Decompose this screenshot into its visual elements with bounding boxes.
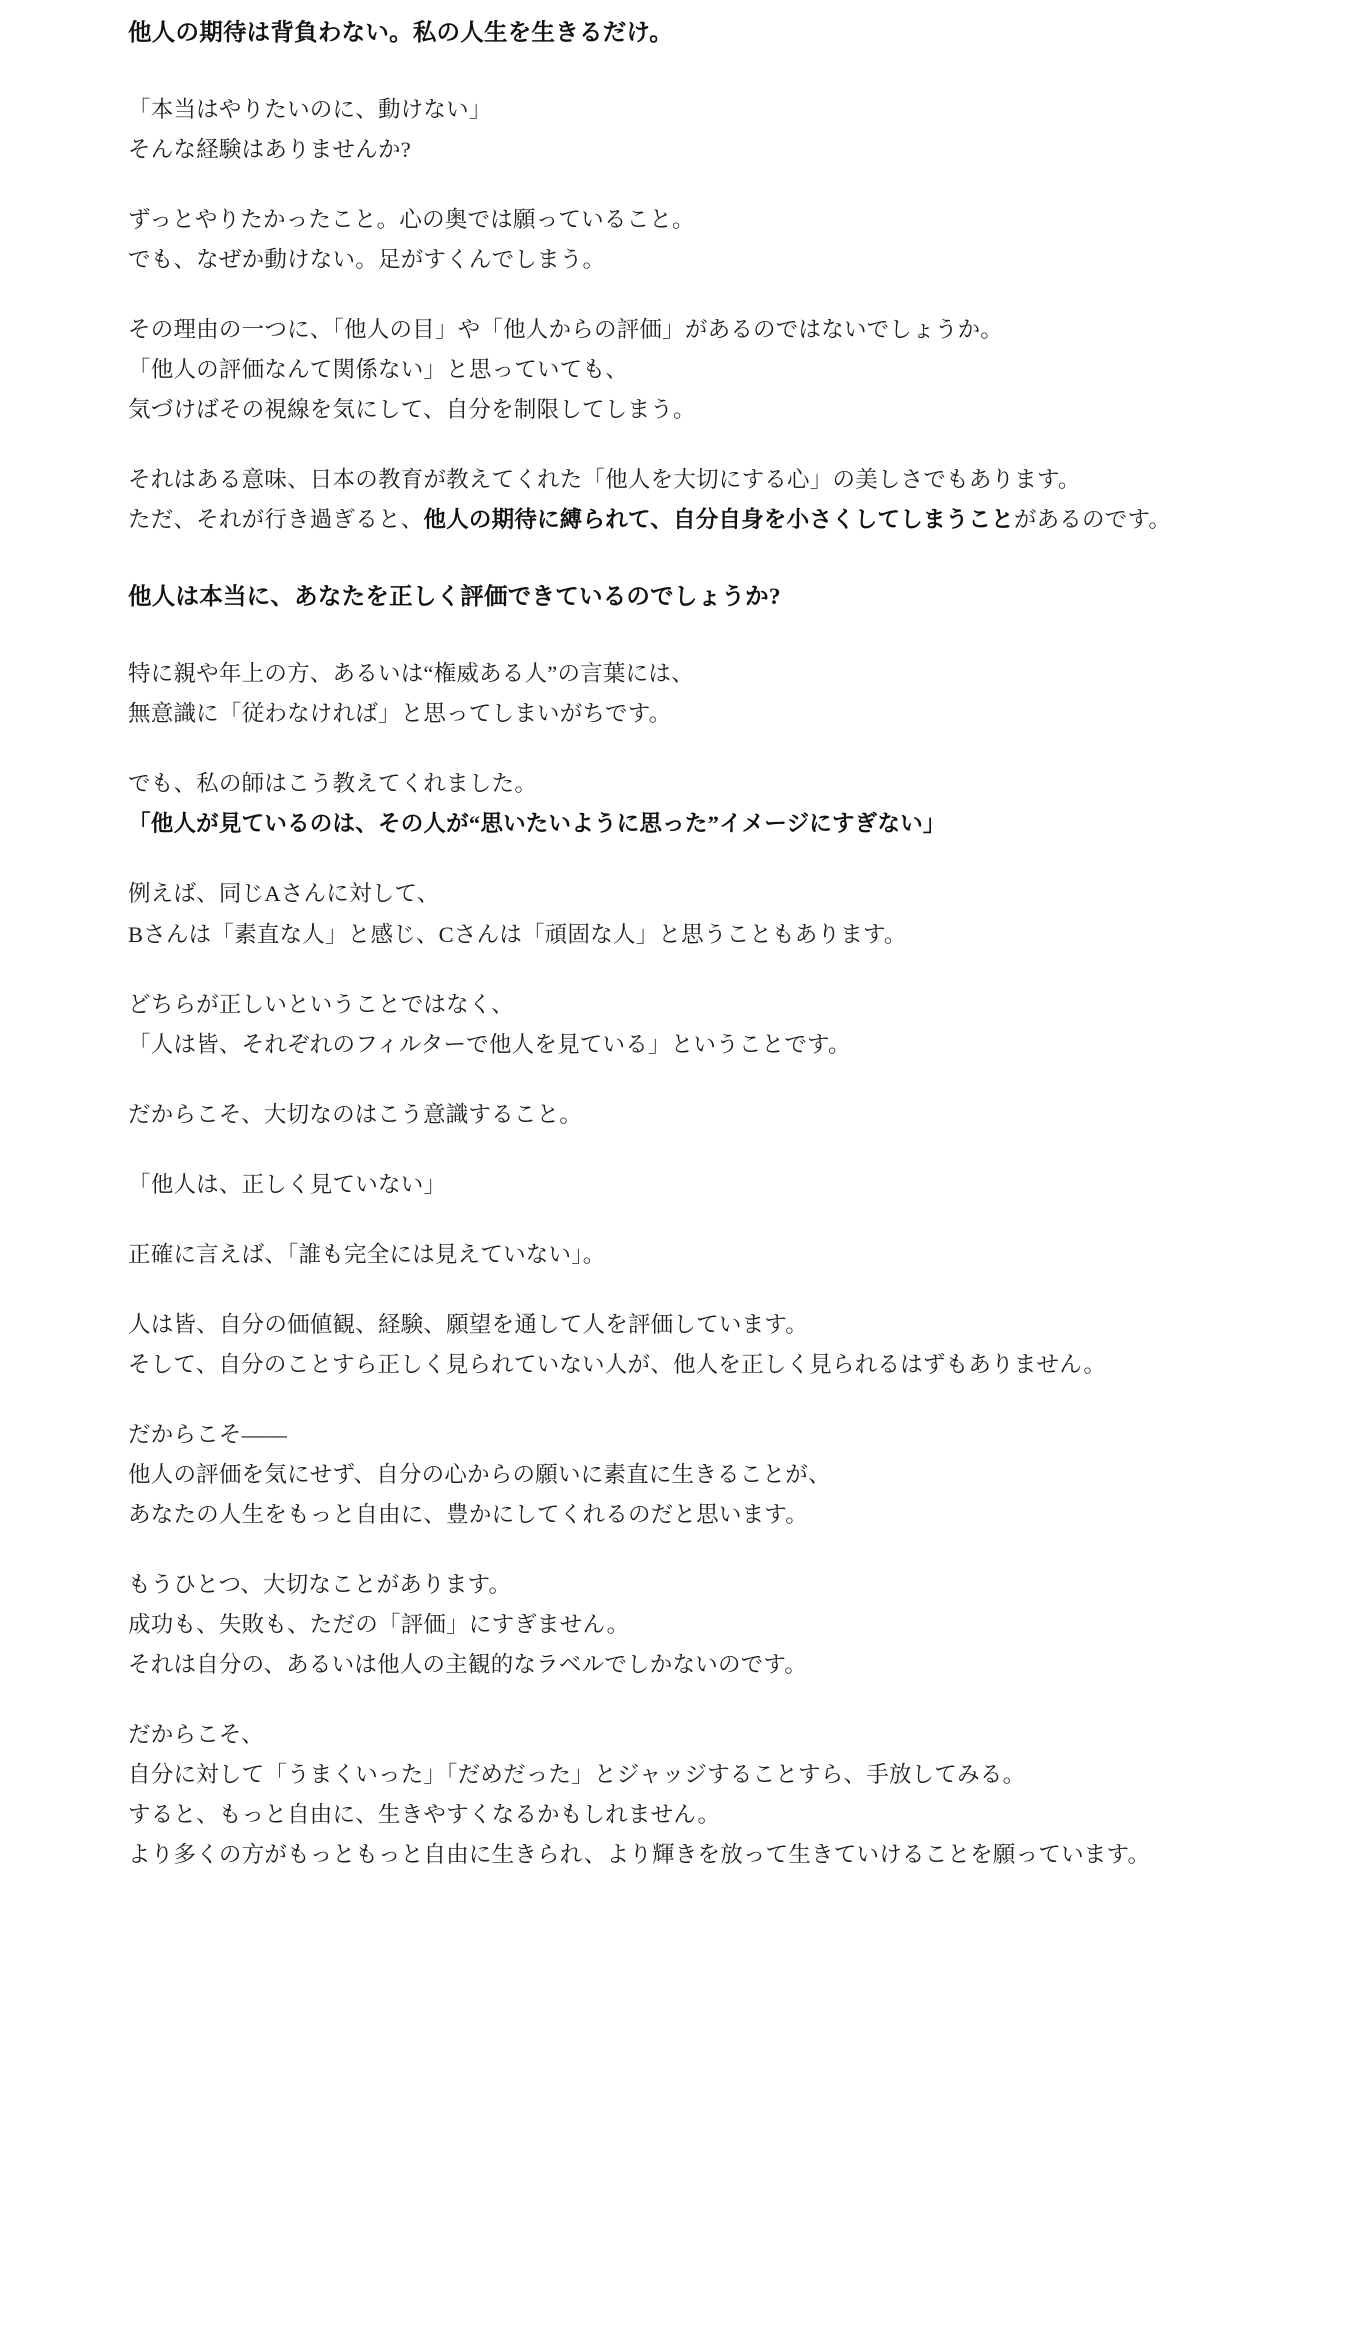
teacher-quote: 「他人が見ているのは、その人が“思いたいように思った”イメージにすぎない」 [128, 811, 946, 837]
text-line: 自分に対して「うまくいった」「だめだった」とジャッジすることすら、手放してみる。 [128, 1762, 1026, 1788]
text-line: そんな経験はありませんか? [128, 136, 411, 162]
heading-text: 他人の期待は背負わない。私の人生を生きるだけ。 [128, 20, 673, 46]
text-line: すると、もっと自由に、生きやすくなるかもしれません。 [128, 1802, 721, 1828]
text-line: 他人の評価を気にせず、自分の心からの願いに素直に生きることが、 [128, 1461, 831, 1487]
text-line: ずっとやりたかったこと。心の奥では願っていること。 [128, 207, 695, 233]
text-line: そして、自分のことすら正しく見られていない人が、他人を正しく見られるはずもありません。 [128, 1351, 1107, 1377]
paragraph-awareness [128, 1095, 1215, 1135]
text-line: 気づけばその視線を気にして、自分を制限してしまう。 [128, 397, 696, 423]
text-line: 「他人は、正しく見ていない」 [128, 1171, 447, 1197]
heading-text: 他人は本当に、あなたを正しく評価できているのでしょうか? [128, 584, 781, 611]
text-line: だからこそ、大切なのはこう意識すること。 [128, 1101, 583, 1127]
text-line: より多くの方がもっともっと自由に生きられ、より輝きを放って生きていけることを願っています。 [128, 1842, 1151, 1868]
text-line: 例えば、同じAさんに対して、 [128, 881, 440, 907]
paragraph-teacher [128, 764, 1215, 844]
paragraph-values [128, 1305, 1215, 1385]
text-line: どちらが正しいということではなく、 [128, 991, 514, 1017]
paragraph-authority [128, 654, 1215, 734]
section-heading-2 [128, 578, 1215, 618]
paragraph-education [128, 460, 1215, 540]
paragraph-intro [128, 90, 1215, 170]
text-line: 「本当はやりたいのに、動けない」 [128, 96, 492, 122]
text-line: 特に親や年上の方、あるいは“権威ある人”の言葉には、 [128, 661, 694, 687]
text-line: その理由の一つに、「他人の目」や「他人からの評価」があるのではないでしょうか。 [128, 317, 1004, 343]
emphasis-prefix: ただ、それが行き過ぎると、 [128, 507, 424, 533]
emphasis-bold: 他人の期待に縛られて、自分自身を小さくしてしまうこと [423, 507, 1014, 533]
paragraph-wish [128, 200, 1215, 280]
text-line: だからこそ、 [128, 1722, 264, 1748]
paragraph-reason [128, 310, 1215, 430]
emphasis-suffix: があるのです。 [1013, 507, 1172, 533]
text-line: でも、私の師はこう教えてくれました。 [128, 771, 538, 797]
text-line: 「他人の評価なんて関係ない」と思っていても、 [128, 357, 628, 383]
text-line: 成功も、失敗も、ただの「評価」にすぎません。 [128, 1612, 630, 1638]
text-line: それは自分の、あるいは他人の主観的なラベルでしかないのです。 [128, 1652, 808, 1678]
text-line: それはある意味、日本の教育が教えてくれた「他人を大切にする心」の美しさでもあります。 [128, 467, 1081, 493]
paragraph-precisely [128, 1235, 1215, 1275]
paragraph-closing [128, 1715, 1215, 1875]
section-heading-1 [128, 14, 1215, 54]
text-line: でも、なぜか動けない。足がすくんでしまう。 [128, 247, 606, 273]
text-line: だからこそ—— [128, 1421, 288, 1447]
text-line: 無意識に「従わなければ」と思ってしまいがちです。 [128, 701, 672, 727]
paragraph-example [128, 874, 1215, 954]
paragraph-filter [128, 985, 1215, 1065]
paragraph-one-more [128, 1565, 1215, 1685]
emphasis-line [128, 500, 1215, 540]
text-line: 人は皆、自分の価値観、経験、願望を通して人を評価しています。 [128, 1311, 808, 1337]
text-line: あなたの人生をもっと自由に、豊かにしてくれるのだと思います。 [128, 1502, 808, 1527]
paragraph-not-seeing [128, 1165, 1215, 1205]
text-line: 正確に言えば、「誰も完全には見えていない」。 [128, 1241, 606, 1267]
text-line: Bさんは「素直な人」と感じ、Cさんは「頑固な人」と思うこともあります。 [128, 921, 907, 947]
paragraph-therefore [128, 1415, 1215, 1535]
text-line: もうひとつ、大切なことがあります。 [128, 1572, 512, 1598]
text-line: 「人は皆、それぞれのフィルターで他人を見ている」ということです。 [128, 1031, 851, 1057]
